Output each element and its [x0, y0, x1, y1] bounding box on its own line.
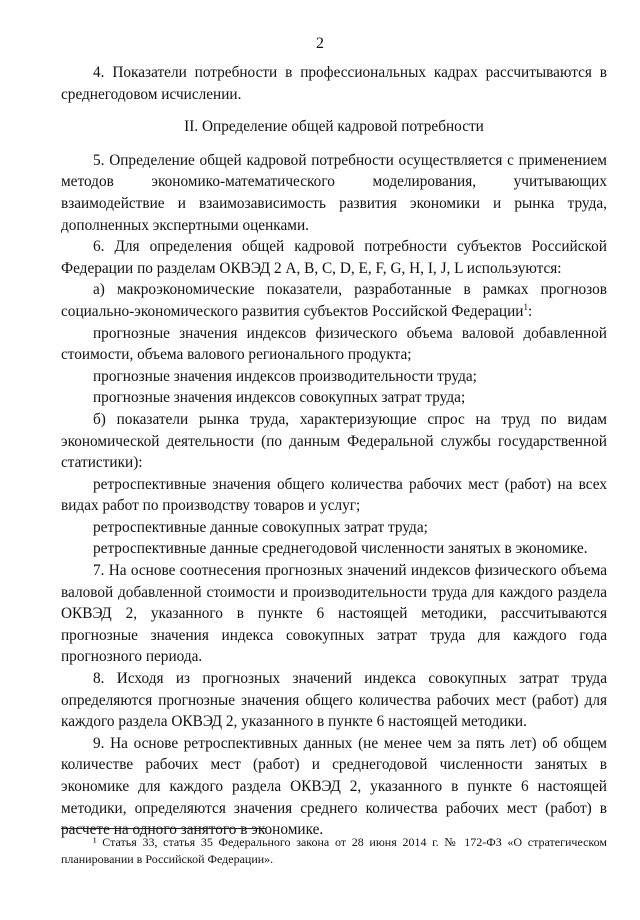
sub-item: прогнозные значения индексов производительности труда; [93, 367, 477, 385]
paragraph-6: 6. Для определения общей кадровой потребности субъектов Российской Федерации по разделам ОКВЭД 2 A, B, C, D, E, F, G, H, I, J, L используются: [61, 238, 607, 277]
document-body [61, 62, 607, 841]
sub-item: ретроспективные данные совокупных затрат труда; [93, 518, 428, 536]
paragraph-4: 4. Показатели потребности в профессиональных кадрах рассчитываются в среднегодовом исчислении. [61, 64, 607, 103]
footnote-reference: 1 [523, 301, 528, 312]
sub-item: ретроспективные значения общего количества рабочих мест (работ) на всех видах работ по производству товаров и услуг; [61, 475, 607, 515]
sub-item: прогнозные значения индексов физического объема валовой добавленной стоимости, объема валового регионального продукта; [61, 324, 607, 364]
section-heading: II. Определение общей кадровой потребности [184, 118, 484, 136]
paragraph-8: 8. Исходя из прогнозных значений индекса совокупных затрат труда определяются прогнозные значения общего количества рабочих мест (работ) для каждого раздела ОКВЭД 2, указанного в пункте 6 настоящей методики. [61, 670, 607, 731]
paragraph-9: 9. На основе ретроспективных данных (не менее чем за пять лет) об общем количестве рабочих мест (работ) и среднегодовой численности занятых в экономике для каждого раздела ОКВЭД 2, указанного в пункте 6 настоящей методики, определяются значения среднего количества рабочих мест (работ) в расчете на одного занятого в экономике. [61, 734, 607, 839]
footnote: ¹ Статья 33, статья 35 Федерального закона от 28 июня 2014 г. № 172-ФЗ «О стратегическом планировании в Российской Федерации». [61, 835, 607, 866]
item-b: б) показатели рынка труда, характеризующие спрос на труд по видам экономической деятельности (по данным Федеральной службы государственной статистики): [61, 410, 607, 472]
paragraph-5: 5. Определение общей кадровой потребности осуществляется с применением методов экономико-математического моделирования, учитывающих взаимодействие и взаимозависимость развития экономики и рынка труда, дополненных экспертными оценками. [61, 151, 607, 234]
item-a-colon: : [528, 302, 533, 320]
footnote-divider [61, 828, 266, 829]
paragraph-7: 7. На основе соотнесения прогнозных значений индексов физического объема валовой добавленной стоимости и производительности труда для каждого раздела ОКВЭД 2, указанного в пункте 6 настоящей методики, рассчитываются прогнозные значения индекса совокупных затрат труда для каждого года прогнозного периода. [61, 562, 607, 666]
item-a [61, 279, 607, 322]
sub-item: ретроспективные данные среднегодовой численности занятых в экономике. [93, 540, 588, 558]
item-a-text: а) макроэкономические показатели, разработанные в рамках прогнозов социально-экономического развития субъектов Российской Федерации [61, 281, 607, 320]
page-number: 2 [316, 35, 324, 52]
sub-item: прогнозные значения индексов совокупных затрат труда; [93, 389, 466, 407]
